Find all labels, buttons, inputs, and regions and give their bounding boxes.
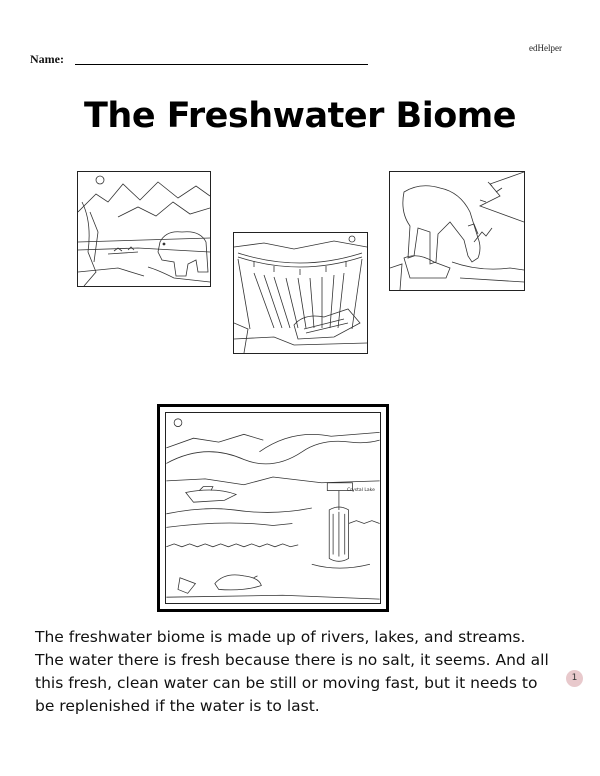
dam-illustration xyxy=(233,232,368,354)
passage-line: be replenished if the water is to last. xyxy=(35,697,320,715)
crystal-lake-illustration xyxy=(165,412,381,604)
name-field-line[interactable] xyxy=(75,64,368,65)
deer-illustration xyxy=(389,171,525,291)
polar-bear-illustration xyxy=(77,171,211,287)
passage-line: this fresh, clean water can be still or moving fast, but it needs to xyxy=(35,674,538,692)
crystal-lake-frame xyxy=(157,404,389,612)
passage-line: The water there is fresh because there is no salt, it seems. And all xyxy=(35,651,549,669)
passage-line: The freshwater biome is made up of rivers, lakes, and streams. xyxy=(35,628,526,646)
passage-text xyxy=(35,626,565,718)
page-title: The Freshwater Biome xyxy=(84,96,516,136)
page-number-badge: 1 xyxy=(566,670,583,687)
brand-label: edHelper xyxy=(529,43,562,53)
name-label: Name: xyxy=(30,52,64,66)
lake-sign-label: Crystal Lake xyxy=(347,488,375,493)
